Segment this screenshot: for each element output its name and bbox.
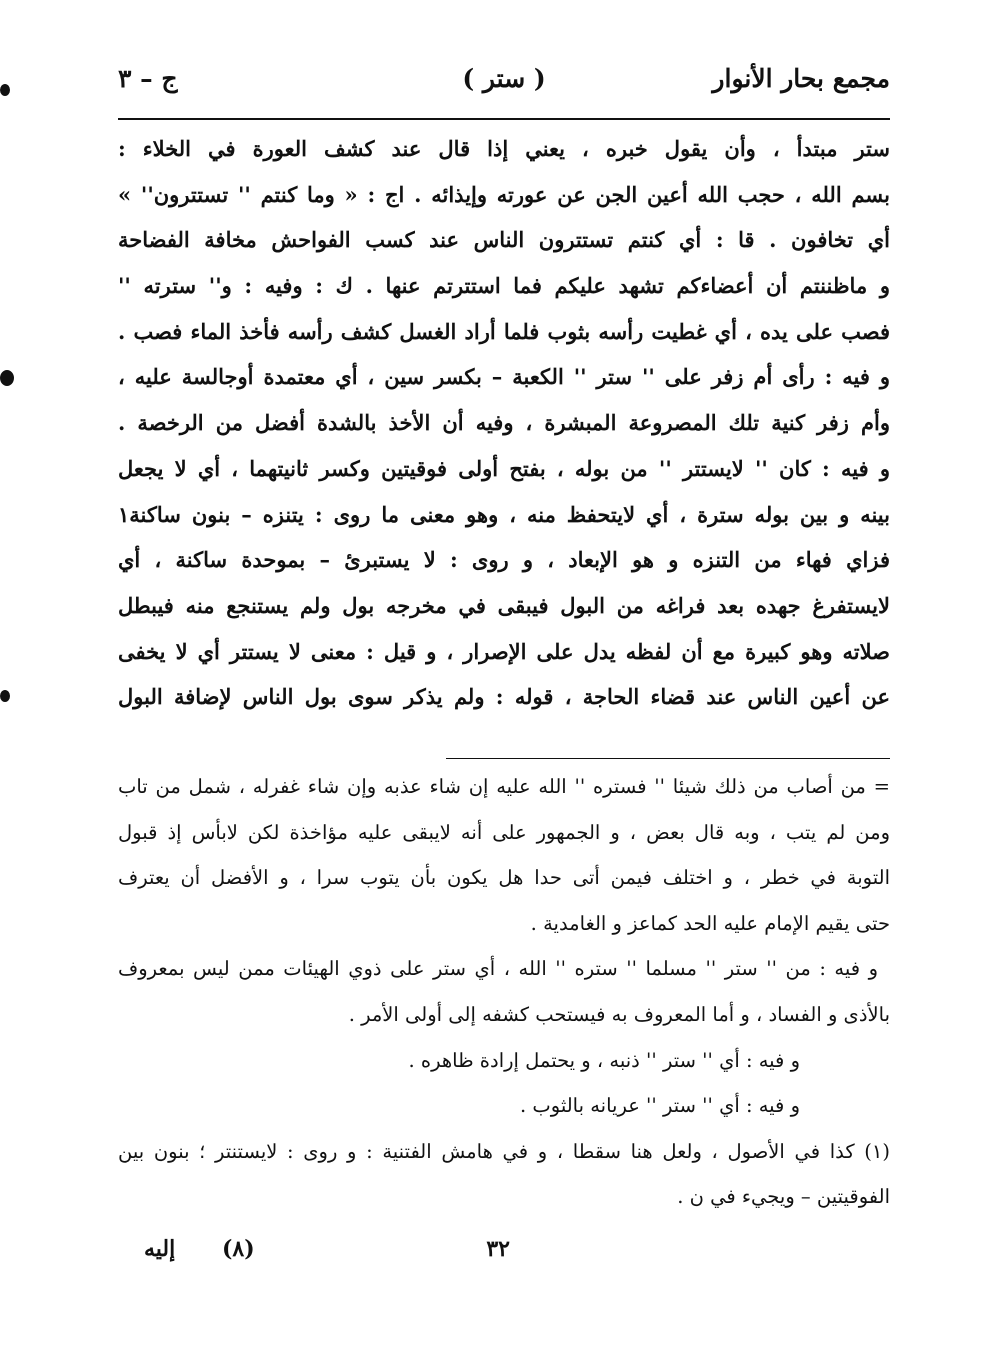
scan-edge-mark bbox=[0, 690, 10, 702]
note-line: و فيه : أي '' ستر '' ذنبه ، و يحتمل إرادة ظاهره . bbox=[408, 1048, 800, 1072]
footnote-rule bbox=[446, 758, 890, 759]
text-line: صلاته وهو كبيرة مع أن لفظه يدل على الإصرار ، و قيل : معنى لا يستتر أي لا يخفى bbox=[118, 638, 890, 664]
text-line: و ماظننتم أن أعضاءكم تشهد عليكم فما استترتم عنها . ك : وفيه : و'' سترته '' bbox=[118, 273, 890, 299]
volume-label: ج – ٣ bbox=[118, 64, 178, 93]
scan-edge-mark bbox=[0, 84, 10, 96]
scan-edge-mark bbox=[0, 370, 14, 386]
text-line: أي تخافون . قا : أي كنتم تستترون الناس عند كسب الفواحش مخافة الفضاحة bbox=[118, 227, 890, 253]
text-line: فزاي فهاء من التنزه و هو الإبعاد ، و روى : لا يستبرئ – بموحدة ساكنة ، أي bbox=[118, 547, 890, 573]
page-number: ٣٢ bbox=[486, 1236, 510, 1262]
text-line: فصب على يده ، أي غطيت رأسه بثوب فلما أراد الغسل كشف رأسه فأخذ الماء فصب . bbox=[118, 318, 890, 344]
footnote-line: الفوقيتين – ويجيء في ن . bbox=[677, 1185, 890, 1209]
catchword: إليه bbox=[144, 1236, 176, 1262]
note-line: و فيه : من '' ستر '' مسلما '' ستره '' الله ، أي ستر على ذوي الهيئات ممن ليس بمعروف bbox=[118, 957, 879, 981]
book-title: مجمع بحار الأنوار bbox=[712, 64, 890, 93]
page-footer bbox=[118, 1232, 890, 1272]
note-line: ومن لم يتب ، وبه قال بعض ، و الجمهور على أنه لايبقى عليه مؤاخذة لكن لابأس إذ قبول bbox=[118, 820, 890, 844]
note-line: بالأذى و الفساد ، و أما المعروف به فيستحب كشفه إلى أولى الأمر . bbox=[348, 1002, 890, 1026]
signature-mark: (٨) bbox=[222, 1236, 255, 1262]
text-line: بسم الله ، حجب الله أعين الجن عن عورته وإيذائه . اج : « وما كنتم '' تستترون'' » bbox=[118, 181, 890, 207]
footnote-line: (١) كذا في الأصول ، ولعل هنا سقطا ، و في هامش الفتنية : و روى : لايستنتر ؛ بنون بين bbox=[118, 1139, 890, 1163]
note-line: = من أصاب من ذلك شيئا '' فستره '' الله عليه إن شاء عذبه وإن شاء غفرله ، شمل من تاب bbox=[118, 775, 890, 798]
text-line: عن أعين الناس عند قضاء الحاجة ، قوله : ولم يذكر سوى بول الناس لإضافة البول bbox=[118, 684, 890, 710]
entry-heading: ( ستر ) bbox=[462, 64, 546, 93]
note-line: التوبة في خطر ، و اختلف فيمن أتى حدا هل يكون بأن يتوب سرا ، و الأفضل أن يعترف bbox=[118, 866, 890, 890]
text-line: و فيه : رأى أم زفر على '' ستر '' الكعبة – بكسر سين ، أي معتمدة أوجالسة عليه ، bbox=[118, 364, 890, 390]
page-header bbox=[118, 62, 890, 106]
text-line: لايستفرغ جهده بعد فراغه من البول فيبقى في مخرجه بول ولم يستنجع منه فيبطل bbox=[118, 592, 890, 618]
footnotes bbox=[118, 764, 890, 1220]
text-line: ستر مبتدأ ، وأن يقول خبره ، يعني إذا قال عند كشف العورة في الخلاء : bbox=[118, 136, 890, 161]
text-line: و فيه : كان '' لايستتر '' من بوله ، بفتح أولى فوقيتين وكسر ثانيتهما ، أي لا يجعل bbox=[118, 455, 890, 481]
text-line: بينه و بين بوله سترة ، أي لايتحفظ منه ، وهو معنى ما روى : يتنزه – بنون ساكنة١ bbox=[118, 501, 890, 527]
main-text bbox=[118, 126, 890, 720]
header-rule bbox=[118, 118, 890, 120]
note-line: و فيه : أي '' ستر '' عريانه بالثوب . bbox=[519, 1094, 800, 1118]
text-line: وأم زفر كنية تلك المصروعة المبشرة ، وفيه أن الأخذ بالشدة أفضل من الرخصة . bbox=[118, 410, 890, 436]
note-line: حتى يقيم الإمام عليه الحد كماعز و الغامدية . bbox=[530, 911, 890, 935]
